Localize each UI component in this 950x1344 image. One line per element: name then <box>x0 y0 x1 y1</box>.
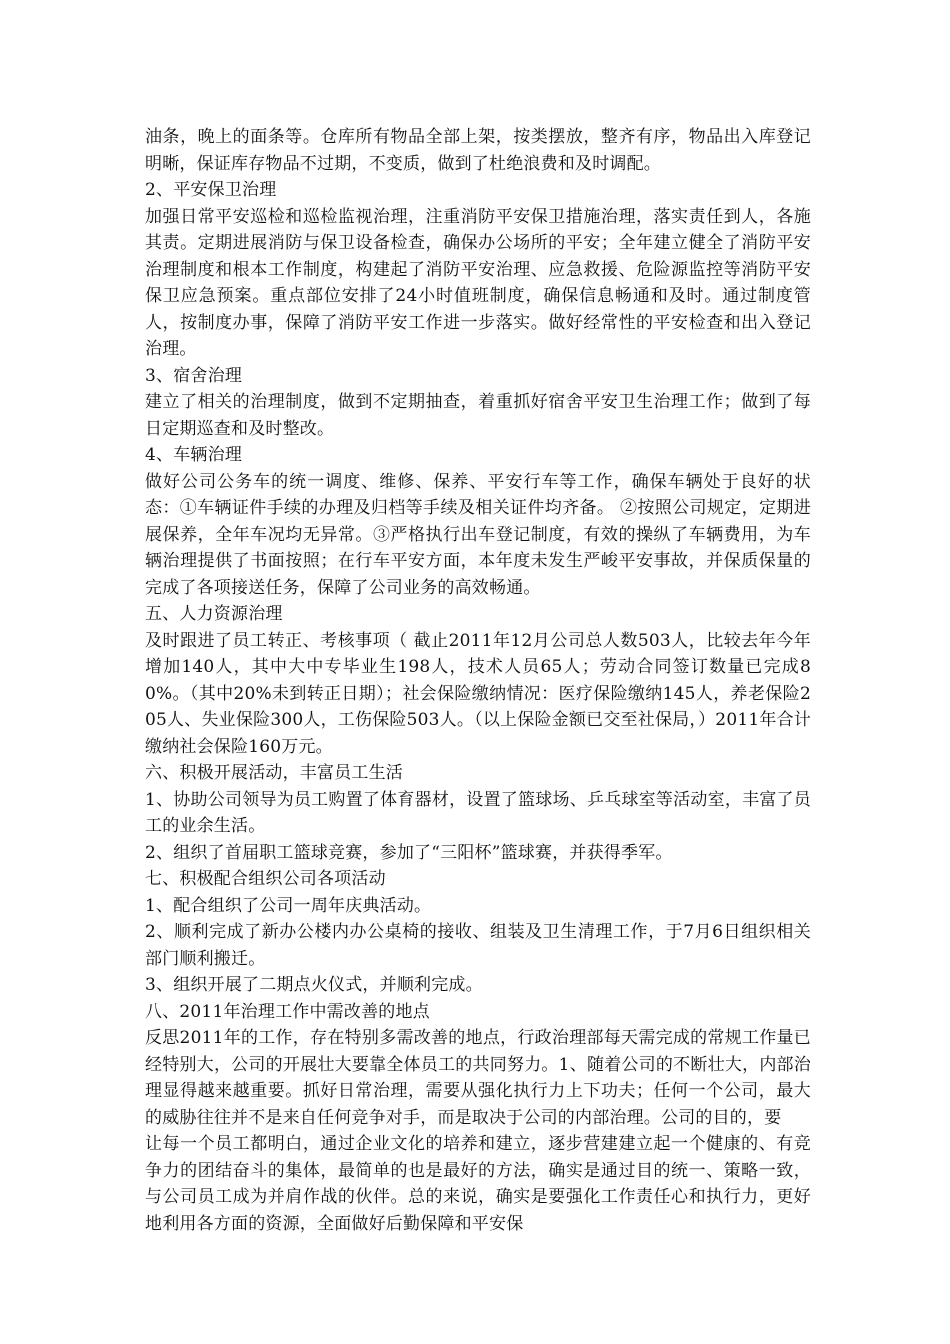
heading-vehicle-management: 4、车辆治理 <box>145 445 243 465</box>
heading-dormitory-management: 3、宿舍治理 <box>145 365 243 386</box>
paragraph-office-relocation: 2、顺利完成了新办公楼内办公桌椅的接收、组装及卫生清理工作，于7月6日组织相关部门顺利搬迁。 <box>145 922 811 969</box>
heading-human-resources: 五、人力资源治理 <box>145 604 283 624</box>
paragraph-vehicle-management: 做好公司公务车的统一调度、维修、保养、平安行车等工作，确保车辆处于良好的状态：①车辆证件手续的办理及归档等手续及相关证件均齐备。 ②按照公司规定，定期进展保养，全年车况均无异常。③严格执行出车登记制度，有效的操纵了车辆费用，为车辆治理提供了书面按照；在行车平安方面，本年度未发生严峻平安事故，并保质保量的完成了各项接送任务，保障了公司业务的高效畅通。 <box>145 471 811 598</box>
paragraph-ignition-ceremony: 3、组织开展了二期点火仪式，并顺利完成。 <box>145 975 483 995</box>
paragraph-human-resources: 及时跟进了员工转正、考核事项（ 截止2011年12月公司总人数503人，比较去年今年增加140人，其中大中专毕业生198人，技术人员65人；劳动合同签订数量已完成80%。（其中20%未到转正日期）；社会保险缴纳情况：医疗保险缴纳145人，养老保险205人、失业保险300人，工伤保险503人。（以上保险金额已交至社保局，）2011年合计缴纳社会保险160万元。 <box>145 630 811 757</box>
paragraph-security-management: 加强日常平安巡检和巡检监视治理，注重消防平安保卫措施治理，落实责任到人，各施其责。定期进展消防与保卫设备检查，确保办公场所的平安；全年建立健全了消防平安治理制度和根本工作制度，构建起了消防平安治理、应急救援、危险源监控等消防平安保卫应急预案。重点部位安排了24小时值班制度，确保信息畅通和及时。通过制度管人，按制度办事，保障了消防平安工作进一步落实。做好经常性的平安检查和出入登记治理。 <box>145 206 811 359</box>
paragraph-dormitory-management: 建立了相关的治理制度，做到不定期抽查，着重抓好宿舍平安卫生治理工作；做到了每日定期巡查和及时整改。 <box>145 392 811 439</box>
paragraph-anniversary: 1、配合组织了公司一周年庆典活动。 <box>145 895 432 916</box>
heading-company-activities: 七、积极配合组织公司各项活动 <box>145 869 386 889</box>
paragraph-sports-equipment: 1、协助公司领导为员工购置了体育器材，设置了篮球场、乒乓球室等活动室，丰富了员工的业余生活。 <box>145 789 811 836</box>
paragraph-corporate-culture: 让每一个员工都明白，通过企业文化的培养和建立，逐步营建建立起一个健康的、有竞争力的团结奋斗的集体，最简单的也是最好的方法，确实是通过目的统一、策略一致，与公司员工成为并肩作战的伙伴。总的来说，确实是要强化工作责任心和执行力，更好地利用各方面的资源，全面做好后勤保障和平安保 <box>145 1134 811 1234</box>
document-body <box>145 124 811 1237</box>
heading-employee-activities: 六、积极开展活动，丰富员工生活 <box>145 763 403 783</box>
heading-improvements: 八、2011年治理工作中需改善的地点 <box>145 1001 430 1022</box>
paragraph-basketball-competition: 2、组织了首届职工篮球竞赛，参加了“三阳杯”篮球赛，并获得季军。 <box>145 842 673 863</box>
heading-security-management: 2、平安保卫治理 <box>145 180 277 200</box>
paragraph-warehouse-management: 油条，晚上的面条等。仓库所有物品全部上架，按类摆放，整齐有序，物品出入库登记明晰，保证库存物品不过期，不变质，做到了杜绝浪费和及时调配。 <box>145 127 811 174</box>
paragraph-reflection: 反思2011年的工作，存在特别多需改善的地点，行政治理部每天需完成的常规工作量已经特别大，公司的开展壮大要靠全体员工的共同努力。1、随着公司的不断壮大，内部治理显得越来越重要。抓好日常治理，需要从强化执行力上下功夫；任何一个公司，最大的威胁往往并不是来自任何竞争对手，而是取决于公司的内部治理。公司的目的，要 <box>145 1028 811 1128</box>
